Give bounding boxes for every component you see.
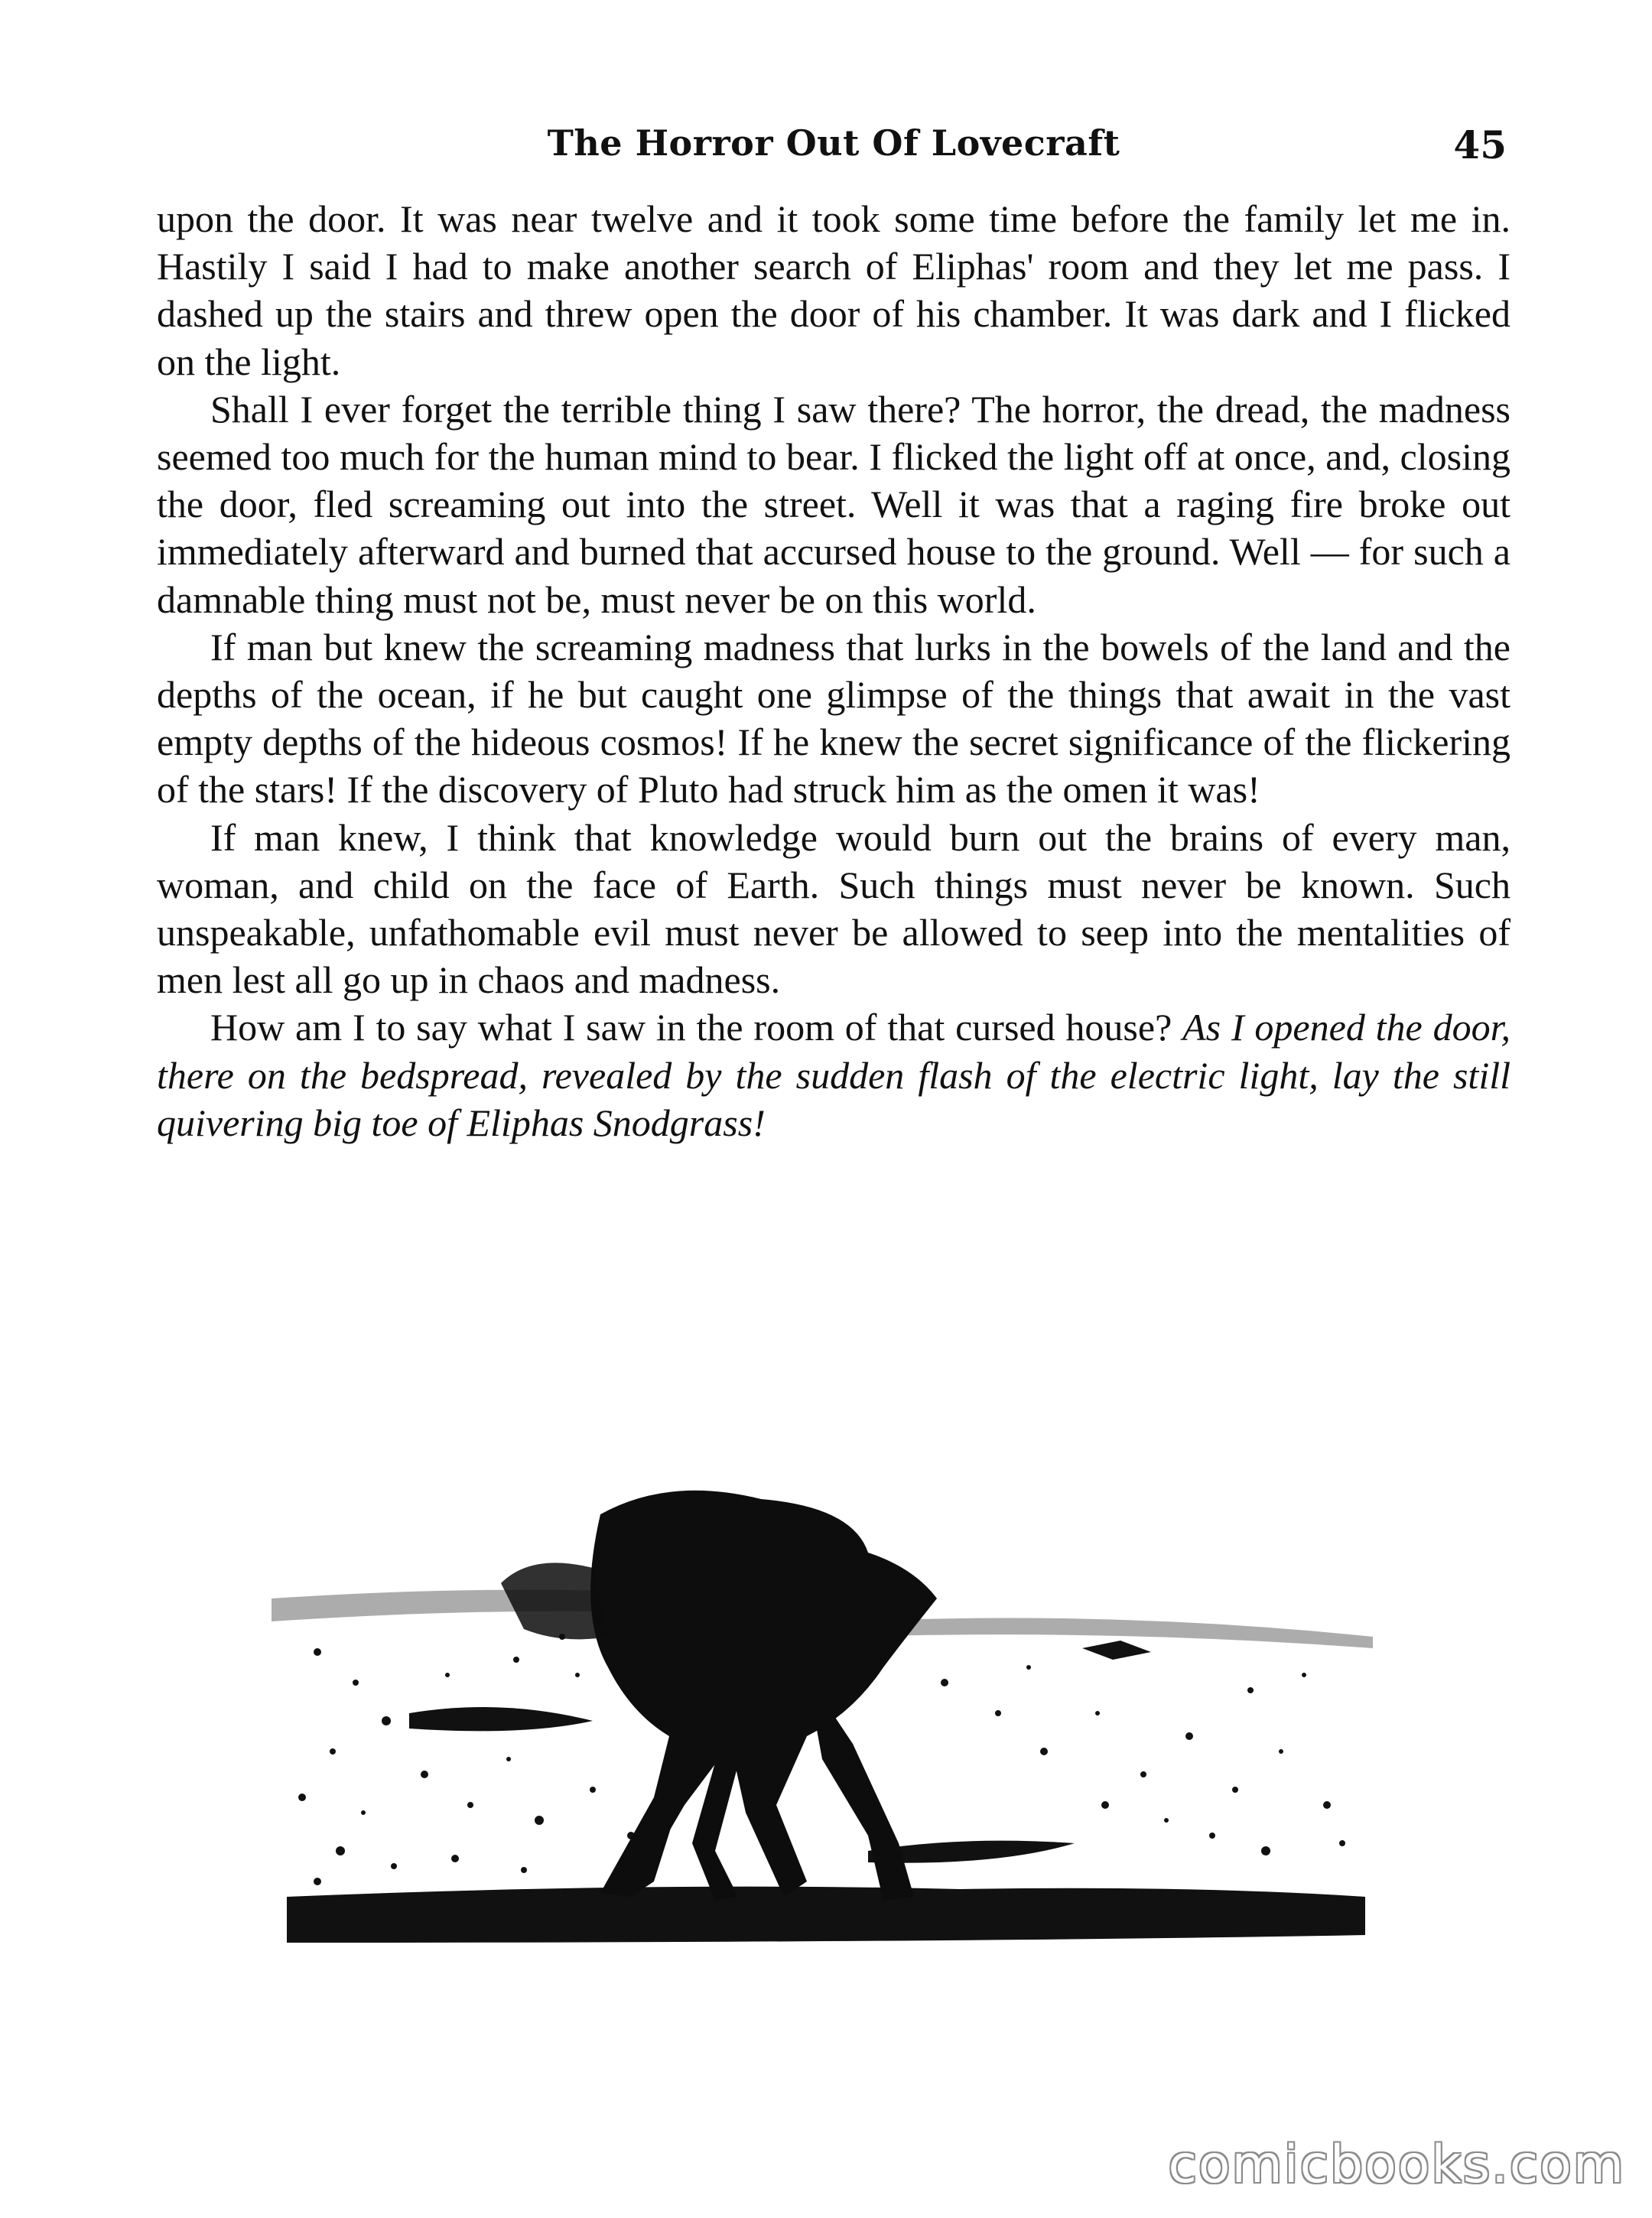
page-number: 45	[1453, 122, 1507, 167]
paragraph-2: Shall I ever forget the terrible thing I saw there? The horror, the dread, the madness seemed too much for the human mind to bear. I flicked the light off at once, and, closing the door, fled screaming out into the street. Well it was that a raging fire broke out immediately afterward and burned that accursed house to the ground. Well — for such a damnable thing must not be, must never be on this world.	[157, 387, 1511, 621]
paragraph-5	[157, 1003, 1511, 1146]
paragraph-5-roman: How am I to say what I saw in the room of that cursed house?	[210, 1006, 1183, 1049]
running-title: The Horror Out Of Lovecraft	[547, 122, 1120, 164]
watermark: comicbooks.com	[1168, 2135, 1625, 2195]
paragraph-3: If man but knew the screaming madness that lurks in the bowels of the land and the depths of the ocean, if he but caught one glimpse of the things that await in the vast empty depths of the hideous cosmos! If he knew the secret significance of the flickering of the stars! If the discovery of Pluto had struck him as the omen it was!	[157, 625, 1511, 811]
paragraph-4: If man knew, I think that knowledge would burn out the brains of every man, woman, and child on the face of Earth. Such things must never be known. Such unspeakable, unfathomable evil must never be allowed to seep into the mentalities of men lest all go up in chaos and madness.	[157, 815, 1511, 1002]
running-head	[153, 122, 1514, 184]
figures-illustration	[272, 1484, 1373, 1973]
paragraph-5-italic: As I opened the door, there on the bedspread, revealed by the sudden flash of the electric light, lay the still quivering big toe of Eliphas Snodgrass!	[157, 1006, 1511, 1144]
paragraph-1: upon the door. It was near twelve and it took some time before the family let me in. Hastily I said I had to make another search of Eliphas' room and they let me pass. I dashed up the stairs and threw open the door of his chamber. It was dark and I flicked on the light.	[157, 197, 1511, 383]
body-text	[157, 195, 1511, 1146]
running-figures-silhouette	[501, 1491, 937, 1901]
